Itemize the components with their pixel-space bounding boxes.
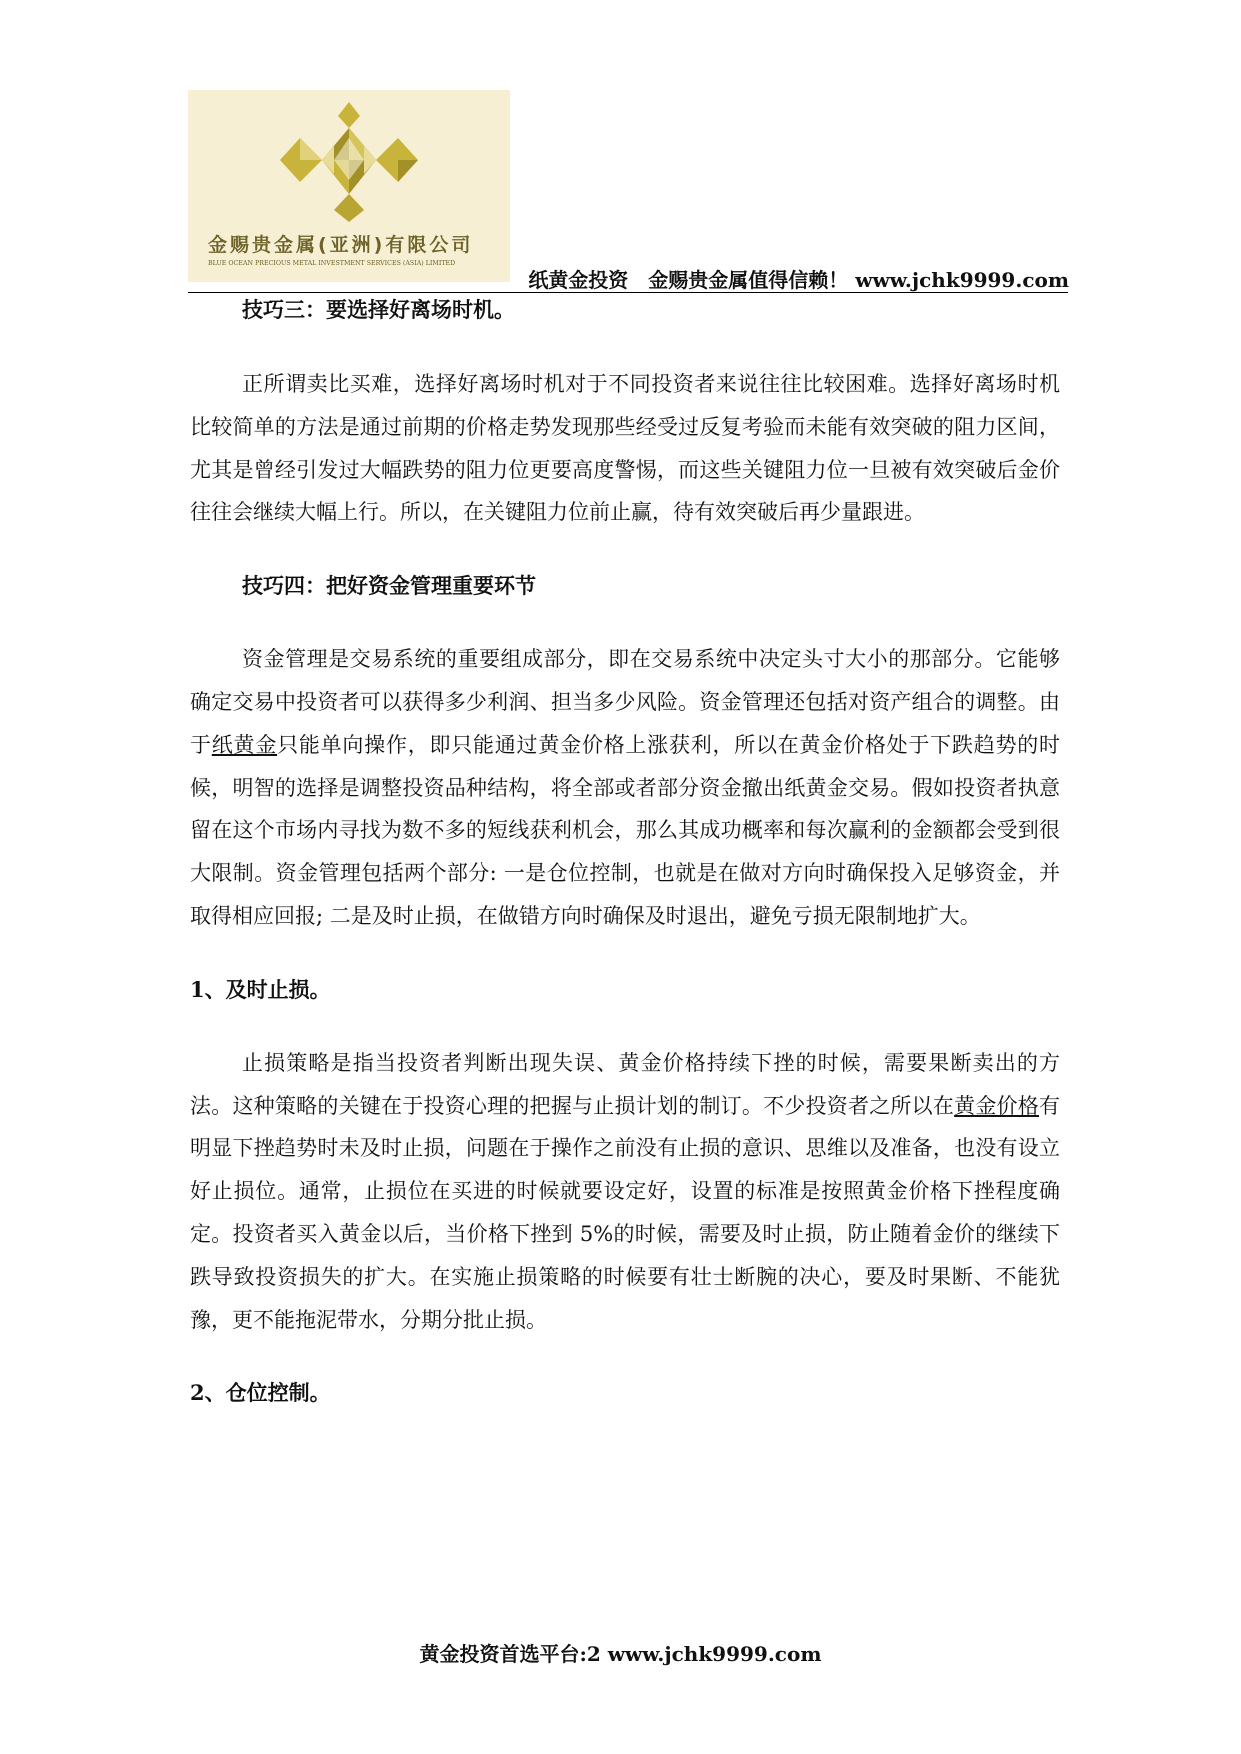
header-tagline: 纸黄金投资 金赐贵金属值得信赖！ www.jchk9999.com bbox=[528, 268, 1069, 292]
heading-stop-loss: 1、及时止损。 bbox=[190, 976, 331, 1002]
logo-company-en: BLUE OCEAN PRECIOUS METAL INVESTMENT SERVICES (ASIA) LIMITED bbox=[208, 260, 456, 267]
page-footer: 黄金投资首选平台:2 www.jchk9999.com bbox=[419, 1642, 822, 1666]
company-logo bbox=[188, 90, 510, 282]
logo-company-cn: 金赐贵金属(亚洲)有限公司 bbox=[208, 234, 474, 256]
heading-tip4: 技巧四：把好资金管理重要环节 bbox=[242, 573, 536, 599]
heading-tip3: 技巧三：要选择好离场时机。 bbox=[242, 297, 515, 322]
heading-position-control: 2、仓位控制。 bbox=[190, 1380, 331, 1406]
diamond-logo-icon bbox=[276, 98, 422, 224]
paragraph-stop-loss bbox=[190, 1042, 1060, 1342]
paragraph-tip3: 正所谓卖比买难，选择好离场时机对于不同投资者来说往往比较困难。选择好离场时机比较简单的方法是通过前期的价格走势发现那些经受过反复考验而未能有效突破的阻力区间，尤其是曾经引发过大幅跌势的阻力位更要高度警惕，而这些关键阻力位一旦被有效突破后金价往往会继续大幅上行。所以，在关键阻力位前止赢，待有效突破后再少量跟进。 bbox=[190, 372, 1060, 525]
paragraph-stop-loss-part1: 止损策略是指当投资者判断出现失误、黄金价格持续下挫的时候，需要果断卖出的方法。这种策略的关键在于投资心理的把握与止损计划的制订。不少投资者之所以在 bbox=[190, 1050, 1060, 1118]
paragraph-tip4 bbox=[190, 638, 1060, 938]
paragraph-tip4-part2: 只能单向操作，即只能通过黄金价格上涨获利，所以在黄金价格处于下跌趋势的时候，明智的选择是调整投资品种结构，将全部或者部分资金撤出纸黄金交易。假如投资者执意留在这个市场内寻找为数不多的短线获利机会，那么其成功概率和每次赢利的金额都会受到很大限制。资金管理包括两个部分: 一是仓位控制，也就是在做对方向时确保投入足够资金，并取得相应回报; 二是及时止损，在做错方向时确保及时退出，避免亏损无限制地扩大。 bbox=[190, 732, 1061, 928]
paragraph-tip4-part1: 资金管理是交易系统的重要组成部分，即在交易系统中决定头寸大小的那部分。它能够确定交易中投资者可以获得多少利润、担当多少风险。资金管理还包括对资产组合的调整。由于 bbox=[190, 647, 1060, 757]
document-body bbox=[190, 292, 1060, 1411]
link-gold-price[interactable]: 黄金价格 bbox=[954, 1093, 1040, 1118]
link-paper-gold[interactable]: 纸黄金 bbox=[211, 732, 278, 757]
paragraph-stop-loss-part2: 有明显下挫趋势时未及时止损，问题在于操作之前没有止损的意识、思维以及准备，也没有设立好止损位。通常，止损位在买进的时候就要设定好，设置的标准是按照黄金价格下挫程度确定。投资者买入黄金以后，当价格下挫到 5%的时候，需要及时止损，防止随着金价的继续下跌导致投资损失的扩大。在实施止损策略的时候要有壮士断腕的决心，要及时果断、不能犹豫，更不能拖泥带水，分期分批止损。 bbox=[190, 1093, 1061, 1332]
